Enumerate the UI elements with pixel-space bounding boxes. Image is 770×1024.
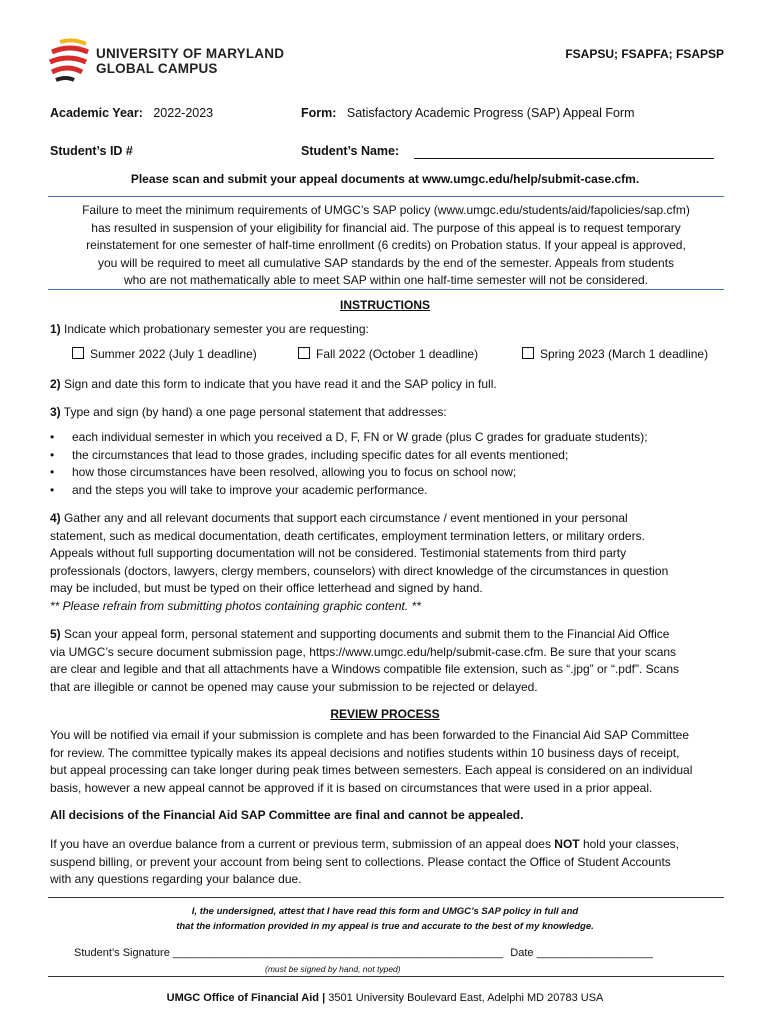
divider-bottom: [48, 976, 724, 977]
footer-address: 3501 University Boulevard East, Adelphi MD 20783 USA: [328, 992, 604, 1004]
student-name-field[interactable]: [414, 145, 714, 159]
step-1-text: Indicate which probationary semester you are requesting:: [64, 322, 369, 336]
step-5-number: 5): [50, 627, 61, 641]
signature-note: (must be signed by hand, not typed): [265, 964, 401, 974]
list-item: • and the steps you will take to improve your academic performance.: [50, 482, 428, 497]
step-3: [50, 404, 724, 422]
step-2-text: Sign and date this form to indicate that you have read it and the SAP policy in full.: [64, 377, 497, 391]
bullet-text: and the steps you will take to improve your academic performance.: [72, 482, 428, 497]
org-name: [96, 46, 284, 76]
instructions-heading: INSTRUCTIONS: [340, 298, 430, 312]
attestation: [0, 904, 770, 934]
review-line: for review. The committee typically makes its appeal decisions and notifies students within 10 business days of receipt,: [50, 745, 680, 760]
signature-field[interactable]: ______________________________________________________: [172, 947, 504, 959]
step-4-note: ** Please refrain from submitting photos containing graphic content. **: [50, 598, 421, 613]
step-5-line: that are illegible or cannot be opened may cause your submission to be rejected or delayed.: [50, 679, 538, 694]
step-4-line: professionals (doctors, lawyers, clergy members, counselors) with direct knowledge of the circumstances in question: [50, 563, 669, 578]
final-decisions: All decisions of the Financial Aid SAP Committee are final and cannot be appealed.: [50, 808, 524, 822]
option-spring-2023[interactable]: [522, 347, 708, 361]
balance-line: with any questions regarding your balance due.: [50, 872, 302, 886]
footer: [0, 992, 770, 1004]
policy-line: who are not mathematically able to meet SAP within one half-time semester will not be considered.: [123, 273, 649, 287]
org-name-line2: GLOBAL CAMPUS: [96, 61, 218, 76]
date-label: Date: [510, 947, 534, 959]
signature-label: Student’s Signature: [74, 947, 170, 959]
student-id-label: Student’s ID #: [50, 144, 133, 158]
review-line: basis, however a new appeal cannot be approved if it is based on circumstances that were used in a prior appeal.: [50, 780, 653, 795]
attest-line: that the information provided in my appeal is true and accurate to the best of my knowledge.: [176, 921, 594, 932]
list-item: • each individual semester in which you received a D, F, FN or W grade (plus C grades for graduate students);: [50, 430, 648, 444]
step-1: [50, 321, 724, 339]
divider-top: [48, 897, 724, 898]
balance-text-pre: If you have an overdue balance from a current or previous term, submission of an appeal does: [50, 837, 555, 851]
review-line: but appeal processing can take longer during peak times between semesters. Each appeal is considered on an individual: [50, 763, 693, 777]
academic-year-value: 2022-2023: [153, 106, 214, 120]
step-4-line: statement, such as medical documentation, death certificates, employment termination letters, or military orders.: [50, 528, 645, 543]
option-spring-label: Spring 2023 (March 1 deadline): [540, 347, 709, 361]
form-title: [301, 104, 635, 122]
step-5-line: via UMGC’s secure document submission page, https://www.umgc.edu/help/submit-case.cfm. Be sure that your scans: [50, 644, 677, 659]
bullet-text: the circumstances that lead to those grades, including specific dates for all events mentioned;: [72, 447, 569, 462]
attest-line: I, the undersigned, attest that I have read this form and UMGC’s SAP policy in full and: [191, 906, 579, 917]
student-name-label: Student’s Name:: [301, 144, 400, 158]
option-summer-label: Summer 2022 (July 1 deadline): [90, 347, 257, 361]
step-5: [50, 626, 724, 696]
list-item: • the circumstances that lead to those grades, including specific dates for all events mentioned;: [50, 447, 569, 462]
bullet-text: each individual semester in which you received a D, F, FN or W grade (plus C grades for graduate students);: [72, 430, 648, 444]
form-label: Form:: [301, 106, 337, 120]
policy-text: [50, 202, 722, 290]
scan-notice: Please scan and submit your appeal documents at www.umgc.edu/help/submit-case.cfm.: [130, 172, 640, 186]
balance-notice: [50, 836, 724, 889]
policy-line: reinstatement for one semester of half-time enrollment (6 credits) on Probation status. If your appeal is approved,: [86, 238, 686, 252]
policy-line: Failure to meet the minimum requirements of UMGC’s SAP policy (www.umgc.edu/students/aid/fapolicies/sap.cfm): [82, 203, 690, 217]
policy-line: you will be required to meet all cumulative SAP standards by the end of the semester. Appeals from students: [97, 255, 675, 270]
bullet-text: how those circumstances have been resolved, allowing you to focus on school now;: [72, 465, 517, 479]
balance-line: suspend billing, or prevent your account from being sent to collections. Please contact the Office of Student Accounts: [50, 854, 671, 869]
date-field[interactable]: ___________________: [536, 947, 653, 959]
step-5-line: Scan your appeal form, personal statement and supporting documents and submit them to the Financial Aid Office: [64, 627, 670, 641]
checkbox-spring[interactable]: [522, 347, 534, 359]
step-4-line: Appeals without full supporting documentation will not be considered. Testimonial statements from third party: [50, 546, 627, 560]
org-name-line1: UNIVERSITY OF MARYLAND: [96, 46, 285, 61]
footer-separator: |: [322, 992, 326, 1004]
footer-office: UMGC Office of Financial Aid: [166, 992, 320, 1004]
review-line: You will be notified via email if your submission is complete and has been forwarded to the Financial Aid SAP Committee: [50, 728, 690, 742]
step-5-line: are clear and legible and that all attachments have a Windows compatible file extension, such as “.jpg” or “.pdf”. Scans: [50, 662, 679, 676]
review-text: [50, 727, 724, 797]
step-4-number: 4): [50, 511, 61, 525]
checkbox-summer[interactable]: [72, 347, 84, 359]
step-3-text: Type and sign (by hand) a one page personal statement that addresses:: [63, 405, 447, 419]
list-item: • how those circumstances have been resolved, allowing you to focus on school now;: [50, 465, 517, 479]
academic-year-label: Academic Year:: [50, 106, 143, 120]
umgc-logo: [48, 38, 288, 88]
step-1-number: 1): [50, 322, 61, 336]
step-4: [50, 510, 724, 615]
balance-text-post: hold your classes,: [579, 837, 680, 851]
step-2-number: 2): [50, 377, 61, 391]
form-codes: FSAPSU; FSAPFA; FSAPSP: [565, 47, 724, 61]
step-3-number: 3): [50, 405, 61, 419]
option-summer-2022[interactable]: [72, 347, 257, 361]
step-4-line: may be included, but must be typed on their office letterhead and signed by hand.: [50, 581, 483, 595]
balance-text-not: NOT: [554, 837, 580, 851]
academic-year: [50, 104, 213, 122]
statement-bullets: [50, 429, 648, 499]
signature-row: [74, 947, 653, 959]
form-value: Satisfactory Academic Progress (SAP) Appeal Form: [346, 106, 635, 120]
umgc-logo-icon: [48, 38, 90, 84]
step-2: [50, 376, 724, 394]
option-fall-label: Fall 2022 (October 1 deadline): [316, 347, 479, 361]
checkbox-fall[interactable]: [298, 347, 310, 359]
step-4-line: Gather any and all relevant documents that support each circumstance / event mentioned in your personal: [64, 511, 628, 525]
option-fall-2022[interactable]: [298, 347, 478, 361]
review-heading: REVIEW PROCESS: [330, 707, 440, 721]
policy-line: has resulted in suspension of your eligibility for financial aid. The purpose of this appeal is to request temporary: [91, 220, 681, 235]
